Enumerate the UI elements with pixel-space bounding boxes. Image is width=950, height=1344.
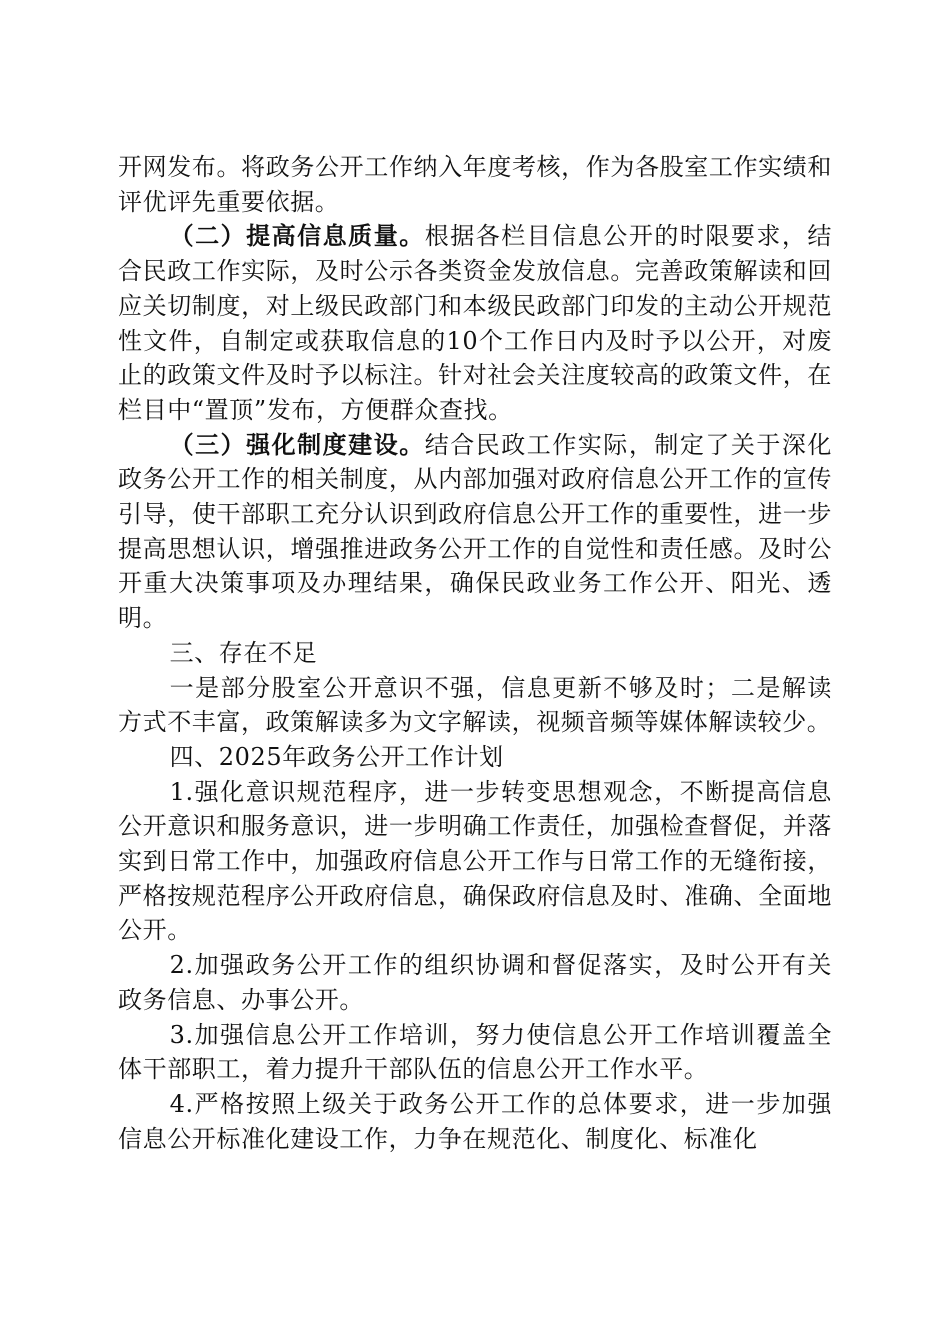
paragraph-shortcomings: 一是部分股室公开意识不强，信息更新不够及时；二是解读方式不丰富，政策解读多为文字解读，视频音频等媒体解读较少。	[118, 673, 832, 737]
paragraph-body-strengthen-system: 结合民政工作实际，制定了关于深化政务公开工作的相关制度，从内部加强对政府信息公开工作的宣传引导，使干部职工充分认识到政府信息公开工作的重要性，进一步提高思想认识，增强推进政务公开工作的自觉性和责任感。及时公开重大决策事项及办理结果，确保民政业务工作公开、阳光、透明。	[118, 430, 832, 633]
plan-item-1: 1.强化意识规范程序，进一步转变思想观念，不断提高信息公开意识和服务意识，进一步明确工作责任，加强检查督促，并落实到日常工作中，加强政府信息公开工作与日常工作的无缝衔接，严格按规范程序公开政府信息，确保政府信息及时、准确、全面地公开。	[118, 777, 832, 945]
paragraph-lead-strengthen-system: （三）强化制度建设。	[169, 429, 425, 459]
paragraph-strengthen-system	[118, 428, 832, 636]
paragraph-body-improve-info-quality: 根据各栏目信息公开的时限要求，结合民政工作实际，及时公示各类资金发放信息。完善政策解读和回应关切制度，对上级民政部门和本级民政部门印发的主动公开规范性文件，自制定或获取信息的10个工作日内及时予以公开，对废止的政策文件及时予以标注。针对社会关注度较高的政策文件，在栏目中“置顶”发布，方便群众查找。	[118, 222, 832, 424]
paragraph-continuation: 开网发布。将政务公开工作纳入年度考核，作为各股室工作实绩和评优评先重要依据。	[118, 153, 832, 216]
section-heading-shortcomings: 三、存在不足	[169, 638, 318, 667]
plan-item-2: 2.加强政务公开工作的组织协调和督促落实，及时公开有关政务信息、办事公开。	[118, 951, 832, 1014]
plan-item-3: 3.加强信息公开工作培训，努力使信息公开工作培训覆盖全体干部职工，着力提升干部队伍的信息公开工作水平。	[118, 1020, 832, 1084]
document-page	[118, 150, 832, 1156]
paragraph-lead-improve-info-quality: （二）提高信息质量。	[169, 221, 425, 251]
section-heading-work-plan: 四、2025年政务公开工作计划	[169, 742, 504, 771]
paragraph-improve-info-quality	[118, 219, 832, 427]
plan-item-4: 4.严格按照上级关于政务公开工作的总体要求，进一步加强信息公开标准化建设工作，力争在规范化、制度化、标准化	[118, 1089, 832, 1153]
